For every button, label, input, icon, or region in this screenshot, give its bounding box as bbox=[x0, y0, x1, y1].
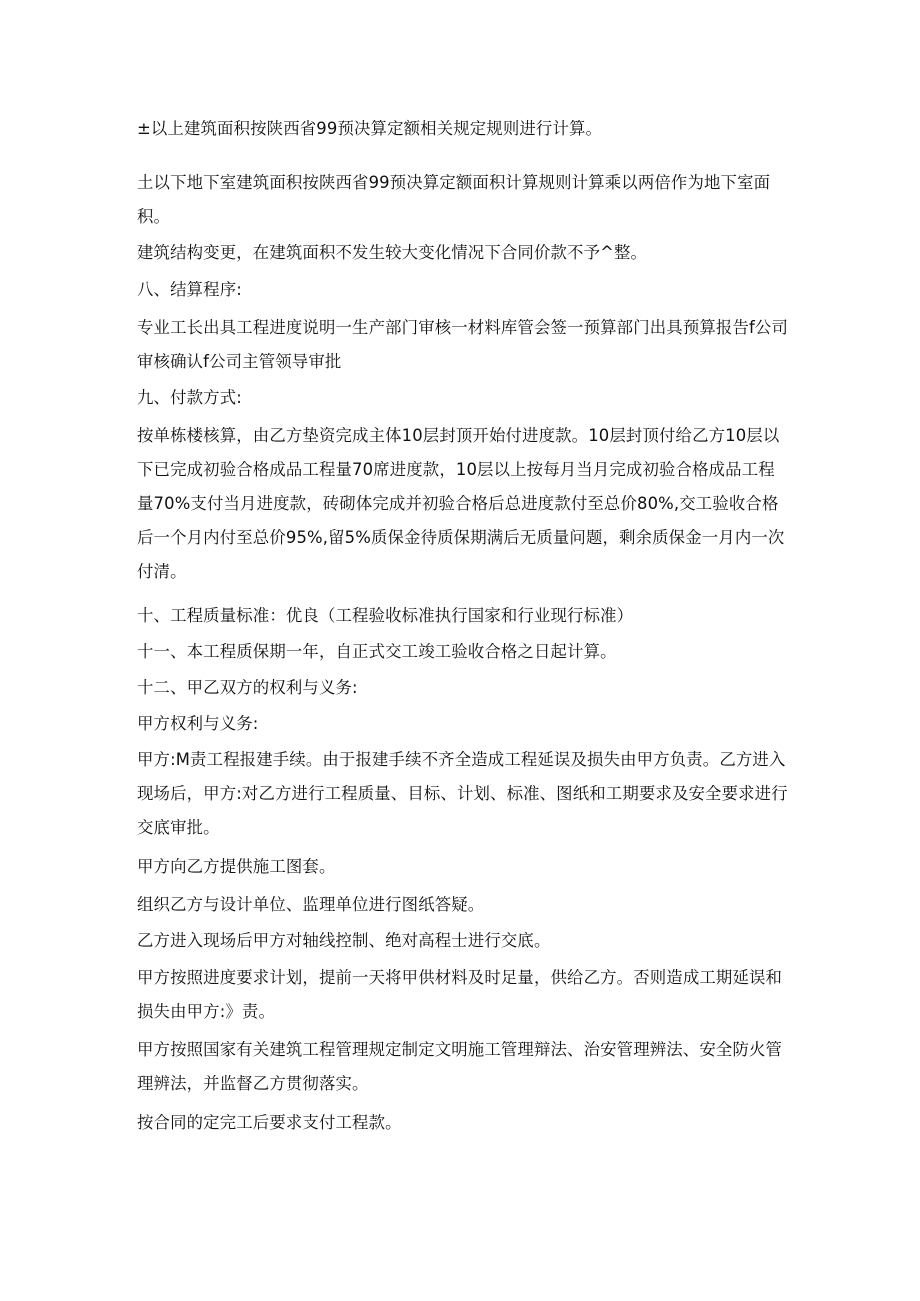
heading-quality-standard: 十、工程质量标准：优良（工程验收标准执行国家和行业现行标准） bbox=[137, 606, 634, 625]
paragraph-payment-terms: 按单栋楼核算，由乙方垫资完成主体10层封顶开始付进度款。10层封顶付给乙方10层以下已完成初验合格成品工程量70席进度款，10层以上按每月当月完成初验合格成品工程量70%支付当月进度款，砖砌体完成并初验合格后总进度款付至总价80%,交工验收合格后一个月内付至总价95%,留5%质保金待质保期满后无质量问题，剩余质保金一月内一次付清。 bbox=[137, 426, 785, 581]
subheading-party-a-rights: 甲方权利与义务: bbox=[137, 714, 259, 733]
paragraph-axis-control: 乙方进入现场后甲方对轴线控制、绝对高程士进行交底。 bbox=[137, 931, 551, 950]
heading-warranty-period: 十一、本工程质保期一年，自正式交工竣工验收合格之日起计算。 bbox=[137, 642, 617, 661]
paragraph-structure-change: 建筑结构变更，在建筑面积不发生较大变化情况下合同价款不予^整。 bbox=[137, 243, 648, 262]
paragraph-party-a-permits: 甲方:M责工程报建手续。由于报建手续不齐全造成工程延误及损失由甲方负责。乙方进入现场后，甲方:对乙方进行工程质量、目标、计划、标准、图纸和工期要求及安全要求进行交底审批。 bbox=[137, 750, 788, 837]
paragraph-drawings: 甲方向乙方提供施工图套。 bbox=[137, 857, 336, 876]
heading-settlement-procedure: 八、结算程序: bbox=[137, 280, 242, 299]
paragraph-settlement-steps: 专业工长出具工程进度说明一生产部门审核一材料库管会签一预算部门出具预算报告f公司审核确认f公司主管领导审批 bbox=[137, 318, 789, 371]
paragraph-design-review: 组织乙方与设计单位、监理单位进行图纸答疑。 bbox=[137, 895, 485, 914]
paragraph-site-management: 甲方按照国家有关建筑工程管理规定制定文明施工管理辩法、治安管理辨法、安全防火管理辨法，并监督乙方贯彻落实。 bbox=[137, 1040, 783, 1093]
paragraph-final-payment: 按合同的定完工后要求支付工程款。 bbox=[137, 1113, 402, 1132]
paragraph-materials-supply: 甲方按照进度要求计划，提前一天将甲供材料及时足量，供给乙方。否则造成工期延误和损失由甲方:》责。 bbox=[137, 968, 783, 1021]
heading-payment-method: 九、付款方式: bbox=[137, 388, 242, 407]
paragraph-area-above-ground: ±以上建筑面积按陕西省99预决算定额相关规定规则进行计算。 bbox=[137, 119, 603, 138]
paragraph-area-basement: 土以下地下室建筑面积按陕西省99预决算定额面积计算规则计算乘以两倍作为地下室面积。 bbox=[137, 173, 771, 226]
heading-rights-obligations: 十二、甲乙双方的权利与义务: bbox=[137, 678, 358, 697]
